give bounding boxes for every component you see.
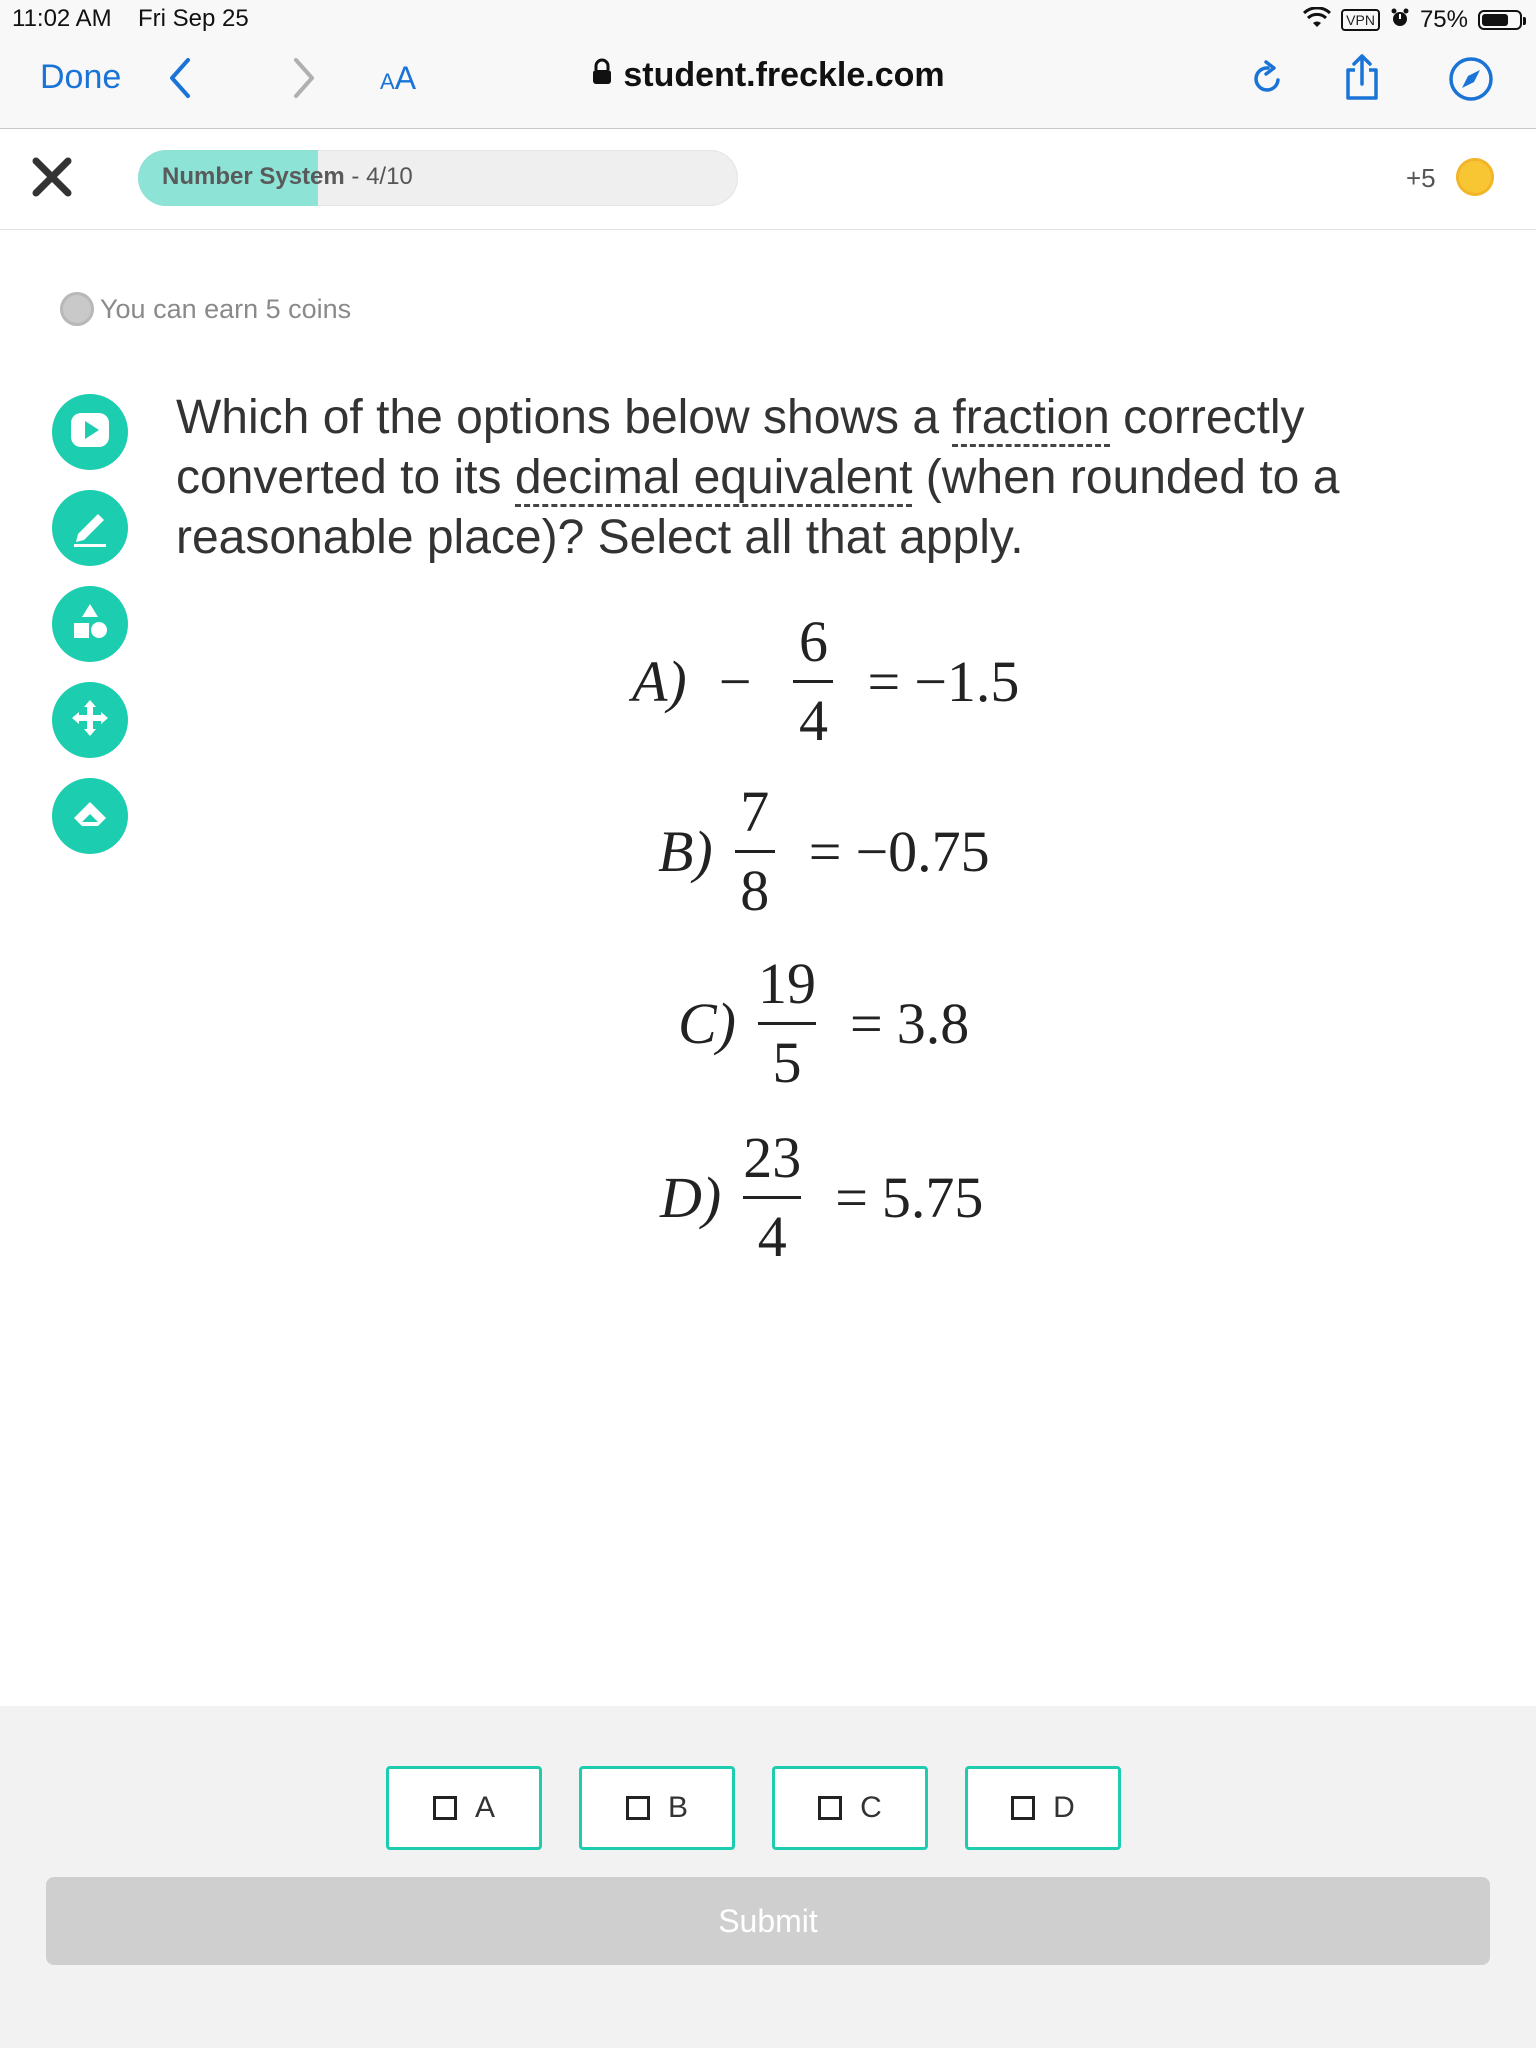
alarm-icon: [1390, 8, 1410, 33]
choice-b-button[interactable]: [579, 1766, 735, 1850]
option-result: 5.75: [881, 1165, 984, 1230]
url-text: student.freckle.com: [623, 56, 945, 94]
fraction-bar: [743, 1196, 801, 1199]
checkbox-icon: [433, 1796, 457, 1820]
status-indicators: [1303, 4, 1522, 36]
vpn-badge: VPN: [1341, 9, 1380, 31]
choice-a-button[interactable]: [386, 1766, 542, 1850]
coins-reward: +5: [1406, 163, 1436, 193]
checkbox-icon: [626, 1796, 650, 1820]
move-tool-button[interactable]: [52, 682, 128, 758]
text-size-big: A: [394, 60, 417, 96]
eraser-icon: [68, 792, 112, 841]
status-bar: [0, 0, 1536, 40]
fraction: [735, 779, 775, 923]
done-button[interactable]: Done: [40, 58, 122, 96]
close-icon[interactable]: [30, 155, 74, 204]
choice-d-button[interactable]: [965, 1766, 1121, 1850]
option-result: −0.75: [855, 819, 990, 884]
coin-gray-icon: [60, 292, 94, 326]
choice-label: D: [1053, 1791, 1075, 1824]
progress-bar: [138, 150, 738, 206]
earn-coins-text: You can earn 5 coins: [100, 293, 352, 324]
share-icon[interactable]: [1342, 52, 1382, 107]
glossary-term-decimal-equivalent[interactable]: decimal equivalent: [515, 451, 913, 507]
option-letter: B): [658, 819, 713, 884]
choice-label: B: [667, 1791, 688, 1824]
option-result: −1.5: [914, 649, 1020, 714]
fraction: [743, 1125, 802, 1269]
fraction-bar: [758, 1022, 816, 1025]
choice-label: C: [860, 1791, 882, 1824]
battery-percent: 75%: [1419, 6, 1468, 33]
shapes-icon: [68, 600, 112, 649]
choice-label: A: [474, 1791, 495, 1824]
question-part-3: (when rounded to a reasonable place)? Select all that apply.: [176, 451, 1340, 564]
numerator: 6: [798, 609, 828, 674]
option-b: [658, 779, 990, 923]
checkbox-icon: [1011, 1796, 1035, 1820]
option-letter: C): [678, 991, 736, 1056]
progress-topic: Number System: [162, 163, 345, 190]
pencil-tool-button[interactable]: [52, 490, 128, 566]
lock-icon: [591, 56, 613, 95]
fraction-bar: [793, 680, 833, 683]
denominator: 4: [798, 688, 828, 753]
option-a: [632, 609, 1020, 753]
option-letter: A): [632, 649, 687, 714]
option-letter: D): [660, 1165, 722, 1230]
compass-icon[interactable]: [1448, 56, 1494, 107]
equals-sign: =: [867, 649, 901, 714]
question-part-2: correctly converted to its: [176, 391, 1305, 504]
option-result: 3.8: [896, 991, 970, 1056]
earn-coins-notice: [60, 292, 351, 326]
choice-c-button[interactable]: [772, 1766, 928, 1850]
eraser-tool-button[interactable]: [52, 778, 128, 854]
wifi-icon: [1303, 7, 1331, 34]
address-bar[interactable]: [0, 56, 1536, 95]
progress-count: - 4/10: [344, 163, 413, 190]
equals-sign: =: [808, 819, 842, 884]
option-d: [660, 1125, 984, 1269]
status-time: 11:02 AM: [12, 5, 112, 32]
numerator: 19: [758, 951, 816, 1016]
text-size-small: A: [380, 69, 395, 94]
play-icon: [68, 408, 112, 457]
denominator: 4: [757, 1204, 787, 1269]
numerator: 23: [743, 1125, 802, 1190]
browser-toolbar: [0, 40, 1536, 129]
numerator: 7: [740, 779, 770, 844]
play-audio-button[interactable]: [52, 394, 128, 470]
move-icon: [68, 696, 112, 745]
equals-sign: =: [835, 1165, 868, 1230]
fraction: [758, 951, 816, 1095]
denominator: 8: [740, 858, 770, 923]
submit-button[interactable]: Submit: [46, 1877, 1490, 1965]
question-part-1: Which of the options below shows a: [176, 391, 953, 444]
status-date: Fri Sep 25: [138, 5, 249, 32]
equals-sign: =: [850, 991, 883, 1056]
option-c: [678, 951, 970, 1095]
battery-icon: [1478, 10, 1522, 30]
pencil-icon: [68, 504, 112, 553]
battery-level: [1482, 14, 1508, 26]
fraction: [793, 609, 833, 753]
denominator: 5: [772, 1030, 802, 1095]
progress-label: [162, 163, 413, 191]
fraction-bar: [735, 850, 775, 853]
checkbox-icon: [818, 1796, 842, 1820]
glossary-term-fraction[interactable]: fraction: [952, 391, 1109, 447]
coin-icon: [1456, 158, 1494, 196]
question-text: [176, 388, 1476, 568]
refresh-icon[interactable]: [1250, 58, 1286, 103]
option-sign: −: [718, 649, 752, 714]
battery-cap: [1523, 17, 1526, 25]
app-header: [0, 129, 1536, 230]
shapes-tool-button[interactable]: [52, 586, 128, 662]
